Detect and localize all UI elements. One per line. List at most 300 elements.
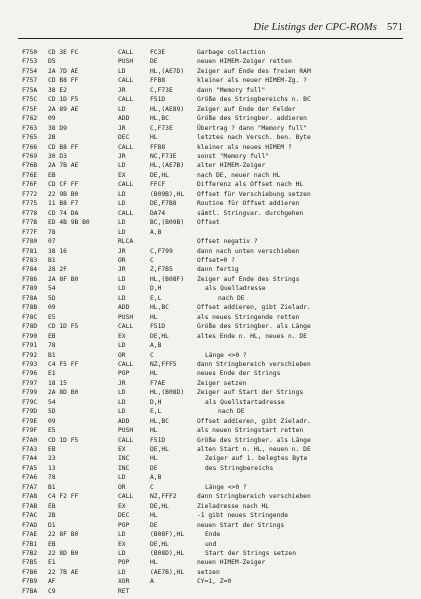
opcode-bytes: EB <box>48 332 56 340</box>
comment: neuen Start der Strings <box>197 521 285 529</box>
address: F780 <box>22 238 38 246</box>
page-header <box>18 22 403 33</box>
comment: und <box>205 540 217 548</box>
opcode-bytes: CD CF FF <box>48 181 79 189</box>
comment: Ende <box>205 531 221 539</box>
address: F7BA <box>22 587 38 595</box>
opcode-bytes: D5 <box>48 58 56 66</box>
mnemonic: OR <box>118 351 126 359</box>
address: F7B1 <box>22 540 38 548</box>
address: F76E <box>22 171 38 179</box>
mnemonic: EX <box>118 332 126 340</box>
opcode-bytes: 5D <box>48 408 56 416</box>
listing-row <box>22 464 411 473</box>
listing-row <box>22 436 411 445</box>
mnemonic: EX <box>118 502 126 510</box>
comment: Zeiger auf Start der Strings <box>197 389 304 397</box>
address: F799 <box>22 389 38 397</box>
operand: (B08F),HL <box>150 531 185 539</box>
listing-row <box>22 294 411 303</box>
opcode-bytes: 09 <box>48 417 56 425</box>
address: F766 <box>22 143 38 151</box>
operand: FFB8 <box>150 143 166 151</box>
operand: C <box>150 256 154 264</box>
mnemonic: ADD <box>118 304 130 312</box>
mnemonic: JR <box>118 266 126 274</box>
operand: NZ,FFF5 <box>150 360 177 368</box>
operand: DE <box>150 58 158 66</box>
address: F797 <box>22 379 38 387</box>
mnemonic: LD <box>118 294 126 302</box>
operand: D,H <box>150 398 162 406</box>
address: F7AE <box>22 531 38 539</box>
operand: HL <box>150 559 158 567</box>
listing-row <box>22 407 411 416</box>
comment: Offset addieren, gibt Zieladr. <box>197 304 311 312</box>
address: F7A7 <box>22 483 38 491</box>
operand: DE,F7B8 <box>150 200 177 208</box>
operand: C <box>150 351 154 359</box>
operand: HL,(B08F) <box>150 275 185 283</box>
listing-row <box>22 332 411 341</box>
mnemonic: LD <box>118 228 126 236</box>
listing-row <box>22 473 411 482</box>
operand: DA74 <box>150 209 166 217</box>
listing-row <box>22 313 411 322</box>
opcode-bytes: EB <box>48 540 56 548</box>
mnemonic: INC <box>118 455 130 463</box>
operand: DE,HL <box>150 332 169 340</box>
operand: HL,BC <box>150 417 169 425</box>
comment: dann Stringbereich verschieben <box>197 360 311 368</box>
address: F7B6 <box>22 568 38 576</box>
mnemonic: CALL <box>118 436 134 444</box>
operand: DE,HL <box>150 446 169 454</box>
mnemonic: RET <box>118 587 130 595</box>
opcode-bytes: 22 9B B0 <box>48 190 79 198</box>
address: F769 <box>22 152 38 160</box>
address: F76F <box>22 181 38 189</box>
address: F757 <box>22 77 38 85</box>
mnemonic: LD <box>118 219 126 227</box>
operand: BC,(B09B) <box>150 219 185 227</box>
listing-row <box>22 124 411 133</box>
listing-row <box>22 369 411 378</box>
opcode-bytes: 38 16 <box>48 247 67 255</box>
listing-row <box>22 492 411 501</box>
opcode-bytes: 22 7B AE <box>48 568 79 576</box>
comment: Offset=0 ? <box>197 256 235 264</box>
listing-row <box>22 379 411 388</box>
listing-row <box>22 322 411 331</box>
listing-row <box>22 275 411 284</box>
comment: Zieladresse nach HL <box>197 502 270 510</box>
comment: kleiner als neuer HIMEM-Zg. ? <box>197 77 307 85</box>
opcode-bytes: 78 <box>48 342 56 350</box>
assembly-listing <box>22 48 411 596</box>
mnemonic: RLCA <box>118 238 134 246</box>
operand: FC3E <box>150 49 166 56</box>
comment: -1 gibt neues Stringende <box>197 512 288 520</box>
opcode-bytes: 2A 7D AE <box>48 67 79 75</box>
operand: F51D <box>150 96 166 104</box>
listing-row <box>22 228 411 237</box>
mnemonic: PUSH <box>118 427 134 435</box>
operand: DE,HL <box>150 540 169 548</box>
address: F7A4 <box>22 455 38 463</box>
comment: neuen HIMEM-Zeiger <box>197 559 266 567</box>
address: F778 <box>22 209 38 217</box>
address: F79E <box>22 417 38 425</box>
comment: Offset negativ ? <box>197 238 258 246</box>
address: F79C <box>22 398 38 406</box>
listing-row <box>22 152 411 161</box>
address: F784 <box>22 266 38 274</box>
comment: letztes nach Versch. ben. Byte <box>197 134 311 142</box>
address: F753 <box>22 58 38 66</box>
comment: als Quelladresse <box>205 285 266 293</box>
mnemonic: CALL <box>118 360 134 368</box>
opcode-bytes: 2A 8F B0 <box>48 275 79 283</box>
operand: E,L <box>150 408 162 416</box>
operand: HL,(B08D) <box>150 389 185 397</box>
mnemonic: DEC <box>118 134 130 142</box>
mnemonic: POP <box>118 521 130 529</box>
opcode-bytes: 78 <box>48 228 56 236</box>
listing-row <box>22 351 411 360</box>
listing-row <box>22 48 411 57</box>
listing-row <box>22 114 411 123</box>
address: F75F <box>22 105 38 113</box>
operand: HL,BC <box>150 304 169 312</box>
address: F786 <box>22 275 38 283</box>
listing-row <box>22 502 411 511</box>
comment: sonst "Memory full" <box>197 152 270 160</box>
comment: Zeiger setzen <box>197 379 247 387</box>
address: F7AC <box>22 512 38 520</box>
operand: Z,F7B5 <box>150 266 173 274</box>
address: F7A3 <box>22 446 38 454</box>
comment: dann Stringbereich verschieben <box>197 493 311 501</box>
opcode-bytes: 38 D9 <box>48 124 67 132</box>
opcode-bytes: E5 <box>48 313 56 321</box>
operand: HL <box>150 134 158 142</box>
opcode-bytes: B1 <box>48 351 56 359</box>
listing-row <box>22 341 411 350</box>
mnemonic: ADD <box>118 115 130 123</box>
comment: des Stringbereichs <box>205 464 274 472</box>
opcode-bytes: 38 E2 <box>48 86 67 94</box>
operand: HL,(AE7D) <box>150 67 185 75</box>
mnemonic: LD <box>118 275 126 283</box>
listing-row <box>22 540 411 549</box>
opcode-bytes: CD B8 FF <box>48 143 79 151</box>
operand: DE,HL <box>150 171 169 179</box>
mnemonic: JR <box>118 124 126 132</box>
operand: HL <box>150 512 158 520</box>
mnemonic: CALL <box>118 77 134 85</box>
address: F789 <box>22 285 38 293</box>
address: F762 <box>22 115 38 123</box>
comment: dann nach unten verschieben <box>197 247 300 255</box>
address: F77F <box>22 228 38 236</box>
listing-row <box>22 161 411 170</box>
mnemonic: POP <box>118 370 130 378</box>
opcode-bytes: C9 <box>48 587 56 595</box>
mnemonic: JR <box>118 247 126 255</box>
comment: Zeiger auf 1. belegtes Byte <box>205 455 308 463</box>
address: F76B <box>22 162 38 170</box>
listing-row <box>22 587 411 596</box>
mnemonic: LD <box>118 568 126 576</box>
mnemonic: OR <box>118 256 126 264</box>
opcode-bytes: EB <box>48 502 56 510</box>
opcode-bytes: ED 4B 9B B0 <box>48 219 90 227</box>
address: F78C <box>22 313 38 321</box>
comment: Zeiger auf Ende der Felder <box>197 105 296 113</box>
listing-row <box>22 190 411 199</box>
comment: kleiner als neues HIMEM ? <box>197 143 292 151</box>
comment: Größe des Stringber. als Länge <box>197 323 311 331</box>
listing-row <box>22 133 411 142</box>
operand: (B09B),HL <box>150 190 185 198</box>
comment: Routine für Offset addieren <box>197 200 300 208</box>
opcode-bytes: CD 1D F5 <box>48 436 79 444</box>
operand: DE <box>150 464 158 472</box>
listing-row <box>22 105 411 114</box>
operand: C,F799 <box>150 247 173 255</box>
mnemonic: POP <box>118 559 130 567</box>
operand: E,L <box>150 294 162 302</box>
listing-row <box>22 577 411 586</box>
mnemonic: LD <box>118 190 126 198</box>
address: F7A0 <box>22 436 38 444</box>
mnemonic: LD <box>118 105 126 113</box>
operand: A,B <box>150 342 162 350</box>
listing-row <box>22 303 411 312</box>
listing-row <box>22 568 411 577</box>
listing-row <box>22 521 411 530</box>
mnemonic: JR <box>118 379 126 387</box>
comment: alter HIMEM-Zeiger <box>197 162 266 170</box>
listing-row <box>22 388 411 397</box>
mnemonic: EX <box>118 540 126 548</box>
mnemonic: INC <box>118 464 130 472</box>
comment: Offset addieren, gibt Zieladr. <box>197 417 311 425</box>
address: F7AB <box>22 502 38 510</box>
address: F7A6 <box>22 474 38 482</box>
mnemonic: CALL <box>118 49 134 56</box>
opcode-bytes: 30 D3 <box>48 152 67 160</box>
comment: Länge <>0 ? <box>205 483 247 491</box>
address: F78B <box>22 304 38 312</box>
opcode-bytes: EB <box>48 171 56 179</box>
mnemonic: XOR <box>118 578 130 586</box>
listing-row <box>22 558 411 567</box>
comment: alten Start n. HL, neuen n. DE <box>197 446 311 454</box>
opcode-bytes: EB <box>48 446 56 454</box>
mnemonic: LD <box>118 550 126 558</box>
mnemonic: EX <box>118 446 126 454</box>
mnemonic: CALL <box>118 181 134 189</box>
operand: A,B <box>150 474 162 482</box>
mnemonic: PUSH <box>118 313 134 321</box>
mnemonic: LD <box>118 531 126 539</box>
comment: CY=1, Z=0 <box>197 578 232 586</box>
comment: Offset <box>197 219 220 227</box>
comment: sämtl. Stringvar. durchgehen <box>197 209 304 217</box>
listing-row <box>22 237 411 246</box>
operand: FFCF <box>150 181 166 189</box>
mnemonic: DEC <box>118 512 130 520</box>
opcode-bytes: 5D <box>48 294 56 302</box>
opcode-bytes: AF <box>48 578 56 586</box>
address: F79D <box>22 408 38 416</box>
listing-row <box>22 417 411 426</box>
comment: als neues Stringende retten <box>197 313 300 321</box>
operand: NZ,FFF2 <box>150 493 177 501</box>
address: F7B2 <box>22 550 38 558</box>
address: F75C <box>22 96 38 104</box>
address: F763 <box>22 124 38 132</box>
operand: A,B <box>150 228 162 236</box>
operand: (B08D),HL <box>150 550 185 558</box>
opcode-bytes: 07 <box>48 238 56 246</box>
mnemonic: ADD <box>118 417 130 425</box>
comment: als Quellstartadresse <box>205 398 285 406</box>
comment: dann fertig <box>197 266 239 274</box>
address: F796 <box>22 370 38 378</box>
comment: Länge <>0 ? <box>205 351 247 359</box>
opcode-bytes: 2A 8D B0 <box>48 389 79 397</box>
comment: Garbage collection <box>197 49 266 56</box>
address: F7AD <box>22 521 38 529</box>
opcode-bytes: CD 74 DA <box>48 209 79 217</box>
operand: DE,HL <box>150 502 169 510</box>
opcode-bytes: 2A 89 AE <box>48 105 79 113</box>
opcode-bytes: CD 1D F5 <box>48 96 79 104</box>
opcode-bytes: E5 <box>48 427 56 435</box>
mnemonic: PUSH <box>118 58 134 66</box>
opcode-bytes: 22 8F B0 <box>48 531 79 539</box>
operand: F51D <box>150 323 166 331</box>
comment: Größe des Stringber. addieren <box>197 115 307 123</box>
mnemonic: LD <box>118 474 126 482</box>
listing-row <box>22 180 411 189</box>
running-title: Die Listings der CPC-ROMs <box>253 22 377 33</box>
comment: als neuen Stringstart retten <box>197 427 304 435</box>
mnemonic: LD <box>118 285 126 293</box>
operand: C,F73E <box>150 86 173 94</box>
address: F783 <box>22 256 38 264</box>
operand: HL,(AE89) <box>150 105 185 113</box>
opcode-bytes: 2A 7B AE <box>48 162 79 170</box>
opcode-bytes: D1 <box>48 521 56 529</box>
address: F75A <box>22 86 38 94</box>
operand: F7AE <box>150 379 166 387</box>
mnemonic: JR <box>118 152 126 160</box>
opcode-bytes: B1 <box>48 483 56 491</box>
opcode-bytes: 54 <box>48 398 56 406</box>
listing-row <box>22 76 411 85</box>
operand: HL <box>150 370 158 378</box>
comment: dann "Memory full" <box>197 86 266 94</box>
operand: HL,(AE7B) <box>150 162 185 170</box>
operand: (AE7B),HL <box>150 568 185 576</box>
opcode-bytes: CD 3E FC <box>48 49 79 56</box>
listing-row <box>22 398 411 407</box>
comment: nach DE <box>218 408 245 416</box>
operand: NC,F73E <box>150 152 177 160</box>
listing-row <box>22 483 411 492</box>
address: F750 <box>22 49 38 56</box>
comment: Größe des Stringber. als Länge <box>197 436 311 444</box>
address: F7B5 <box>22 559 38 567</box>
listing-row <box>22 284 411 293</box>
address: F754 <box>22 67 38 75</box>
opcode-bytes: 23 <box>48 455 56 463</box>
opcode-bytes: 11 B8 F7 <box>48 200 79 208</box>
listing-row <box>22 256 411 265</box>
opcode-bytes: 78 <box>48 474 56 482</box>
comment: neuen HIMEM-Zeiger retten <box>197 58 292 66</box>
address: F765 <box>22 134 38 142</box>
opcode-bytes: E1 <box>48 559 56 567</box>
operand: HL <box>150 427 158 435</box>
listing-row <box>22 218 411 227</box>
opcode-bytes: 54 <box>48 285 56 293</box>
mnemonic: LD <box>118 162 126 170</box>
operand: C,F73E <box>150 124 173 132</box>
comment: altes Ende n. HL, neues n. DE <box>197 332 307 340</box>
header-rule <box>18 38 403 39</box>
mnemonic: LD <box>118 389 126 397</box>
comment: Zeiger auf Ende des Strings <box>197 275 300 283</box>
listing-row <box>22 57 411 66</box>
listing-row <box>22 265 411 274</box>
opcode-bytes: C4 F2 FF <box>48 493 79 501</box>
opcode-bytes: B1 <box>48 256 56 264</box>
mnemonic: CALL <box>118 493 134 501</box>
comment: Zeiger auf Ende des freien RAM <box>197 67 311 75</box>
operand: HL <box>150 455 158 463</box>
mnemonic: LD <box>118 408 126 416</box>
address: F791 <box>22 342 38 350</box>
comment: Offset für Verschiebung setzen <box>197 190 311 198</box>
opcode-bytes: 2B <box>48 512 56 520</box>
listing-row <box>22 199 411 208</box>
comment: nach DE, neuer nach HL <box>197 171 281 179</box>
comment: setzen <box>197 568 220 576</box>
mnemonic: CALL <box>118 96 134 104</box>
address: F7A5 <box>22 464 38 472</box>
listing-row <box>22 247 411 256</box>
comment: Start der Strings setzen <box>205 550 296 558</box>
opcode-bytes: 13 <box>48 464 56 472</box>
listing-row <box>22 360 411 369</box>
mnemonic: LD <box>118 398 126 406</box>
mnemonic: CALL <box>118 143 134 151</box>
address: F77B <box>22 219 38 227</box>
opcode-bytes: 2B <box>48 134 56 142</box>
mnemonic: LD <box>118 200 126 208</box>
address: F7A8 <box>22 493 38 501</box>
operand: HL <box>150 313 158 321</box>
listing-row <box>22 549 411 558</box>
address: F78A <box>22 294 38 302</box>
opcode-bytes: 28 2F <box>48 266 67 274</box>
address: F775 <box>22 200 38 208</box>
